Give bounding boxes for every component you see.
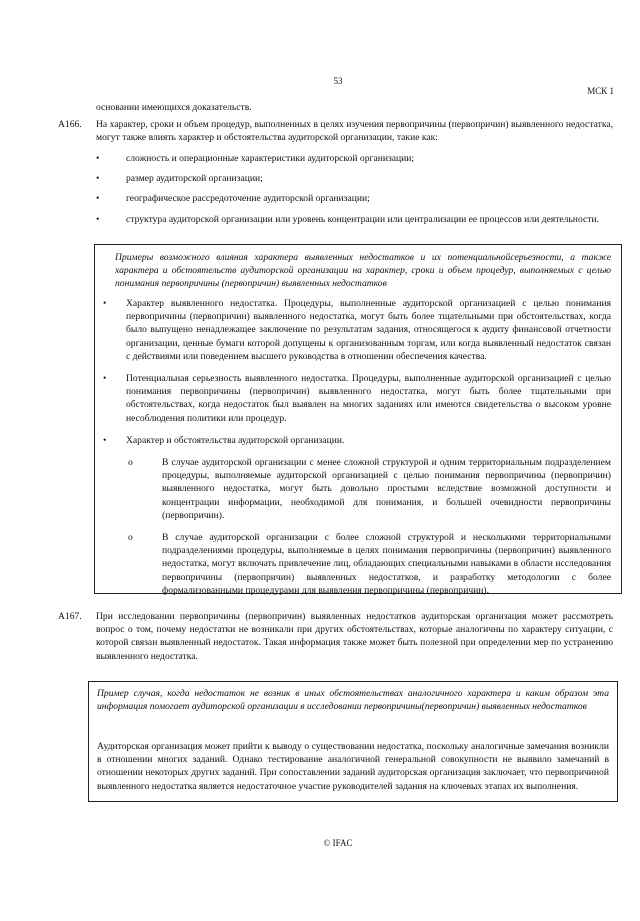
bullet-icon: •	[103, 373, 107, 385]
box-body: Аудиторская организация может прийти к выводу о существовании недостатка, поскольку аналогичные замечания возникли в отношении многих заданий. Однако тестирование аналогичной генеральной совокупности не выявило замечаний в отношении некоторых других заданий. При сопоставлении заданий аудиторская организация заключает, что первопричиной выявленного недостатка является недостаточное участие руководителей задания на ключевых этапах их выполнения.	[97, 741, 609, 792]
box-title: Пример случая, когда недостаток не возник в иных обстоятельствах аналогичного характера и каким образом эта информация помогает аудиторской организации в исследовании первопричины(первопричин) выявленных недостатков	[97, 688, 609, 713]
bullet-icon: •	[96, 173, 100, 185]
standard-code: МСК 1	[587, 86, 614, 96]
box-title: Примеры возможного влияния характера выявленных недостатков и их потенциальнойсерьезности, а также характера и обстоятельств аудиторской организации на характер, сроки и объем процедур, выполняемых с целью понимания первопричины (первопричин) выявленных недостатков	[115, 252, 611, 290]
bullet-icon: •	[103, 298, 107, 309]
paragraph-text: При исследовании первопричины (первопричин) выявленных недостатков аудиторская организация может рассмотреть вопрос о том, почему недостатки не возникали при других обстоятельствах, которые аналогичны по характеру ситуации, с которой связан выявленный недостаток. Такая информация также может быть полезной при определении мер по устранению выявленного недостатка.	[96, 611, 613, 662]
list-item: • Характер выявленного недостатка. Процедуры, выполненные аудиторской организацией с целью понимания первопричины (первопричин) выявленного недостатка, могут быть более тщательными при обстоятельствах, когда было выпущено ненадлежащее заключение по результатам задания, относящегося к аудиту финансовой отчетности организации, ценные бумаги которой допущены к организованным торгам, или когда выявленный недостаток связан с действиями или поведением высшего руководства в отношении обеспечения качества.	[103, 298, 611, 362]
paragraph-text: На характер, сроки и объем процедур, выполненных в целях изучения первопричины (первопричин) выявленного недостатка, могут также влиять характер и обстоятельства аудиторской организации, такие как:	[96, 119, 613, 144]
bullet-icon: •	[96, 213, 100, 225]
box-sub-bullet-list	[128, 456, 611, 597]
list-item: • сложность и операционные характеристики аудиторской организации;	[96, 153, 415, 164]
circle-bullet-icon: o	[128, 457, 133, 469]
list-item: • размер аудиторской организации;	[96, 173, 263, 185]
a166-bullet-list	[96, 152, 614, 226]
list-item: • географическое рассредоточение аудиторской организации;	[96, 193, 370, 205]
list-item: • Характер и обстоятельства аудиторской организации.	[103, 434, 345, 446]
page-number: 53	[333, 76, 343, 86]
list-item: o В случае аудиторской организации с более сложной структурой и несколькими территориальными подразделениями процедуры, выполняемые в целях понимания первопричины (первопричин) выявленного недостатка, могут включать привлечение лиц, обладающих специальными навыками в области исследования первопричины (первопричин) выявленных недостатков, и разработку методологии с более формализованными процедурами для выявления первопричины (первопричин).	[128, 532, 611, 596]
paragraph-a166	[58, 118, 613, 144]
bullet-icon: •	[96, 153, 100, 164]
paragraph-number: A167.	[58, 611, 82, 622]
paragraph-a167	[58, 610, 613, 663]
circle-bullet-icon: o	[128, 532, 133, 544]
list-item: • Потенциальная серьезность выявленного недостатка. Процедуры, выполненные аудиторской организацией с целью понимания первопричины (первопричин) выявленного недостатка, могут быть более тщательными при обстоятельствах, когда недостаток был выявлен на многих заданиях или имеются свидетельства о высоком уровне несоблюдения политики или процедур.	[103, 373, 611, 424]
bullet-icon: •	[103, 434, 107, 446]
box-bullet-list	[103, 297, 611, 597]
example-box-1	[94, 244, 622, 594]
bullet-icon: •	[96, 193, 100, 205]
intro-line: основании имеющихся доказательств.	[96, 102, 252, 113]
example-box-2	[88, 681, 618, 802]
footer-copyright: © IFAC	[323, 838, 353, 848]
list-item: o В случае аудиторской организации с менее сложной структурой и одним территориальным подразделением процедуры, выполняемые аудиторской организацией с целью понимания первопричины (первопричин) выявленного недостатка, могут быть довольно простыми вследствие возможной доступности и концентрации информации, необходимой для понимания, и большей очевидности первопричины (первопричин).	[128, 457, 611, 521]
list-item: • структура аудиторской организации или уровень концентрации или централизации ее процессов или деятельности.	[96, 213, 599, 225]
paragraph-number: A166.	[58, 119, 82, 130]
